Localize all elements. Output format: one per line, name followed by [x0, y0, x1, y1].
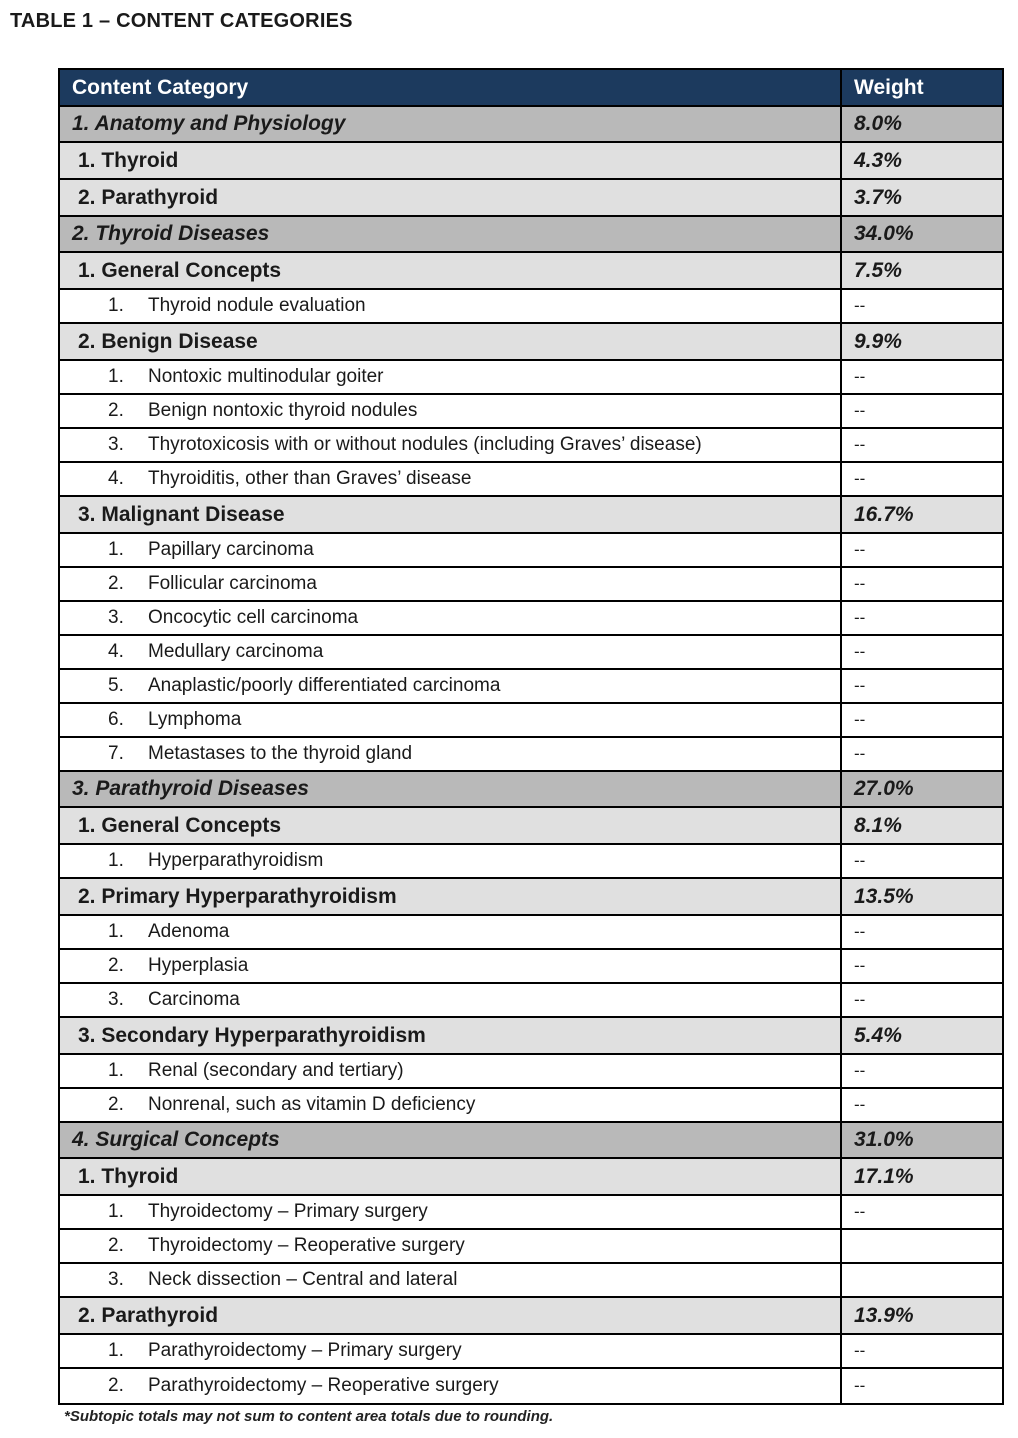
topic-label: Carcinoma — [148, 989, 240, 1010]
weight-cell: -- — [854, 1376, 866, 1395]
category-cell: 2. Parathyroid — [60, 180, 842, 215]
topic-row — [60, 1089, 1002, 1123]
topic-row — [60, 950, 1002, 984]
category-cell: 1. General Concepts — [60, 253, 842, 288]
weight-cell: 9.9% — [854, 329, 902, 353]
category-cell — [60, 1055, 842, 1087]
topic-label: Parathyroidectomy – Primary surgery — [148, 1340, 462, 1361]
weight-cell: 8.1% — [854, 813, 902, 837]
weight-cell: -- — [854, 710, 866, 729]
topic-number: 3. — [108, 607, 124, 628]
topic-row — [60, 704, 1002, 738]
category-cell: 4. Surgical Concepts — [60, 1123, 842, 1157]
topic-number: 2. — [108, 400, 124, 421]
topic-number: 2. — [108, 955, 124, 976]
category-cell — [60, 670, 842, 702]
category-cell — [60, 602, 842, 634]
table-title: TABLE 1 – CONTENT CATEGORIES — [10, 10, 353, 32]
topic-number: 1. — [108, 366, 124, 387]
topic-number: 7. — [108, 743, 124, 764]
topic-number: 4. — [108, 468, 124, 489]
category-row — [60, 772, 1002, 808]
category-row — [60, 107, 1002, 143]
weight-cell: 3.7% — [854, 185, 902, 209]
topic-row — [60, 1196, 1002, 1230]
category-cell: 1. Thyroid — [60, 1159, 842, 1194]
header-weight: Weight — [854, 75, 924, 99]
weight-cell: -- — [854, 744, 866, 763]
topic-number: 5. — [108, 675, 124, 696]
weight-cell: 16.7% — [854, 502, 914, 526]
weight-cell: -- — [854, 851, 866, 870]
category-cell — [60, 738, 842, 770]
topic-number: 3. — [108, 989, 124, 1010]
topic-row — [60, 395, 1002, 429]
topic-number: 4. — [108, 641, 124, 662]
weight-cell: 31.0% — [854, 1128, 914, 1151]
topic-row — [60, 1369, 1002, 1403]
subcategory-row — [60, 1298, 1002, 1335]
topic-row — [60, 670, 1002, 704]
topic-label: Renal (secondary and tertiary) — [148, 1060, 404, 1081]
topic-row — [60, 1335, 1002, 1369]
category-cell: 3. Parathyroid Diseases — [60, 772, 842, 806]
subcategory-row — [60, 180, 1002, 217]
subcategory-row — [60, 497, 1002, 534]
topic-row — [60, 361, 1002, 395]
category-cell — [60, 950, 842, 982]
subcategory-row — [60, 253, 1002, 290]
subcategory-row — [60, 143, 1002, 180]
category-cell — [60, 463, 842, 495]
category-cell — [60, 984, 842, 1016]
weight-cell: 17.1% — [854, 1164, 914, 1188]
category-cell — [60, 636, 842, 668]
weight-cell: -- — [854, 1061, 866, 1080]
category-cell — [60, 1230, 842, 1262]
topic-label: Oncocytic cell carcinoma — [148, 607, 359, 628]
weight-cell — [842, 1230, 1002, 1262]
topic-row — [60, 290, 1002, 324]
topic-label: Metastases to the thyroid gland — [148, 743, 413, 764]
topic-label: Neck dissection – Central and lateral — [148, 1269, 458, 1290]
category-cell — [60, 568, 842, 600]
category-row — [60, 217, 1002, 253]
table-header-row — [60, 70, 1002, 107]
topic-number: 1. — [108, 921, 124, 942]
topic-number: 2. — [108, 1375, 124, 1396]
category-cell — [60, 361, 842, 393]
topic-number: 3. — [108, 1269, 124, 1290]
weight-cell: 8.0% — [854, 112, 902, 135]
category-cell — [60, 1369, 842, 1403]
topic-label: Medullary carcinoma — [148, 641, 324, 662]
topic-number: 1. — [108, 1201, 124, 1222]
category-cell — [60, 290, 842, 322]
weight-cell: -- — [854, 401, 866, 420]
topic-number: 1. — [108, 1060, 124, 1081]
weight-cell: -- — [854, 435, 866, 454]
content-categories-table — [58, 68, 1004, 1405]
topic-label: Benign nontoxic thyroid nodules — [148, 400, 418, 421]
topic-label: Thyroid nodule evaluation — [148, 295, 366, 316]
topic-label: Nonrenal, such as vitamin D deficiency — [148, 1094, 476, 1115]
category-cell — [60, 704, 842, 736]
subcategory-row — [60, 1159, 1002, 1196]
category-cell — [60, 429, 842, 461]
topic-label: Adenoma — [148, 921, 230, 942]
subcategory-row — [60, 324, 1002, 361]
weight-cell: 27.0% — [854, 777, 914, 800]
subcategory-row — [60, 1018, 1002, 1055]
topic-row — [60, 568, 1002, 602]
category-cell: 3. Secondary Hyperparathyroidism — [60, 1018, 842, 1053]
weight-cell: -- — [854, 922, 866, 941]
topic-label: Hyperparathyroidism — [148, 850, 324, 871]
weight-cell: 7.5% — [854, 258, 902, 282]
category-cell: 2. Thyroid Diseases — [60, 217, 842, 251]
subcategory-row — [60, 808, 1002, 845]
subcategory-row — [60, 879, 1002, 916]
weight-cell: -- — [854, 1341, 866, 1360]
topic-label: Nontoxic multinodular goiter — [148, 366, 384, 387]
category-cell — [60, 534, 842, 566]
category-cell — [60, 916, 842, 948]
topic-number: 1. — [108, 539, 124, 560]
weight-cell: -- — [854, 608, 866, 627]
topic-row — [60, 738, 1002, 772]
category-cell — [60, 1264, 842, 1296]
weight-cell: -- — [854, 540, 866, 559]
topic-row — [60, 602, 1002, 636]
category-cell: 1. Thyroid — [60, 143, 842, 178]
topic-row — [60, 636, 1002, 670]
category-cell: 2. Primary Hyperparathyroidism — [60, 879, 842, 914]
topic-row — [60, 916, 1002, 950]
weight-cell: -- — [854, 676, 866, 695]
topic-label: Thyroidectomy – Reoperative surgery — [148, 1235, 465, 1256]
topic-label: Thyrotoxicosis with or without nodules (including Graves’ disease) — [148, 434, 702, 455]
topic-label: Hyperplasia — [148, 955, 249, 976]
topic-row — [60, 1055, 1002, 1089]
topic-label: Follicular carcinoma — [148, 573, 317, 594]
topic-number: 2. — [108, 573, 124, 594]
topic-row — [60, 534, 1002, 568]
topic-number: 3. — [108, 434, 124, 455]
weight-cell: -- — [854, 1095, 866, 1114]
category-cell: 3. Malignant Disease — [60, 497, 842, 532]
category-cell — [60, 1089, 842, 1121]
category-row — [60, 1123, 1002, 1159]
header-content-category: Content Category — [60, 70, 842, 105]
weight-cell: -- — [854, 956, 866, 975]
topic-row — [60, 984, 1002, 1018]
footnote: *Subtopic totals may not sum to content area totals due to rounding. — [64, 1408, 554, 1425]
weight-cell: 34.0% — [854, 222, 914, 245]
weight-cell: -- — [854, 469, 866, 488]
topic-label: Parathyroidectomy – Reoperative surgery — [148, 1375, 499, 1396]
weight-cell: -- — [854, 296, 866, 315]
topic-label: Anaplastic/poorly differentiated carcinoma — [148, 675, 501, 696]
topic-label: Papillary carcinoma — [148, 539, 314, 560]
weight-cell: 13.5% — [854, 884, 914, 908]
category-cell: 2. Benign Disease — [60, 324, 842, 359]
topic-row — [60, 463, 1002, 497]
category-cell: 1. Anatomy and Physiology — [60, 107, 842, 141]
topic-number: 1. — [108, 1340, 124, 1361]
category-cell — [60, 1335, 842, 1367]
topic-row — [60, 845, 1002, 879]
weight-cell: -- — [854, 990, 866, 1009]
topic-label: Lymphoma — [148, 709, 242, 730]
weight-cell: -- — [854, 574, 866, 593]
topic-row — [60, 429, 1002, 463]
category-cell: 1. General Concepts — [60, 808, 842, 843]
topic-number: 2. — [108, 1235, 124, 1256]
weight-cell: 5.4% — [854, 1023, 902, 1047]
topic-row — [60, 1230, 1002, 1264]
category-cell: 2. Parathyroid — [60, 1298, 842, 1333]
category-cell — [60, 1196, 842, 1228]
weight-cell: -- — [854, 1202, 866, 1221]
topic-number: 1. — [108, 850, 124, 871]
weight-cell: -- — [854, 367, 866, 386]
weight-cell: -- — [854, 642, 866, 661]
table-body — [60, 107, 1002, 1403]
topic-label: Thyroidectomy – Primary surgery — [148, 1201, 428, 1222]
topic-number: 6. — [108, 709, 124, 730]
topic-number: 1. — [108, 295, 124, 316]
category-cell — [60, 845, 842, 877]
topic-row — [60, 1264, 1002, 1298]
topic-label: Thyroiditis, other than Graves’ disease — [148, 468, 472, 489]
weight-cell: 13.9% — [854, 1303, 914, 1327]
weight-cell: 4.3% — [854, 148, 902, 172]
category-cell — [60, 395, 842, 427]
weight-cell — [842, 1264, 1002, 1296]
topic-number: 2. — [108, 1094, 124, 1115]
